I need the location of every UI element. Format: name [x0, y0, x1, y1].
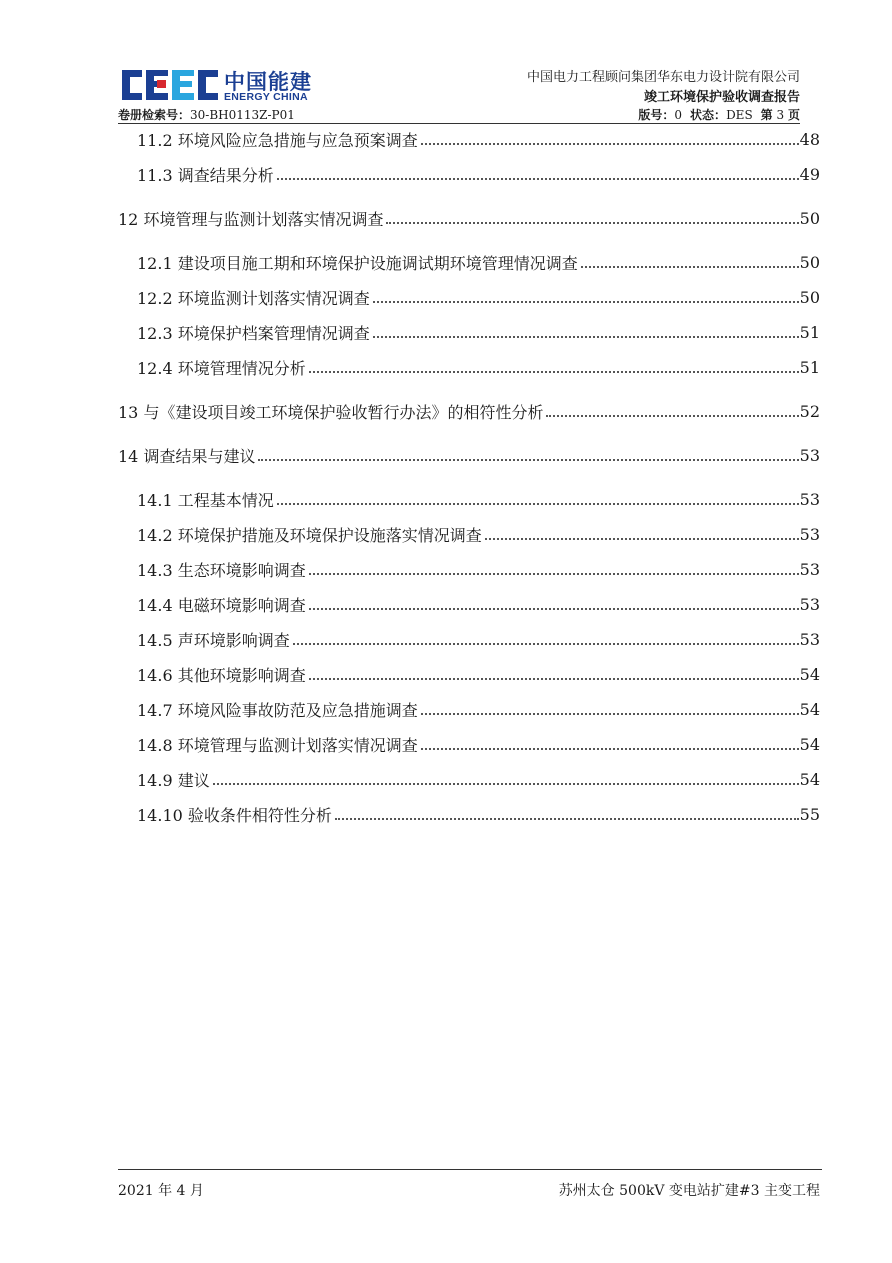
toc-dot-leader [293, 642, 799, 645]
page-prefix: 第 [760, 108, 773, 122]
footer-project-name: 苏州太仓 500kV 变电站扩建#3 主变工程 [558, 1183, 820, 1199]
toc-dot-leader [309, 370, 799, 373]
toc-entry-title: 12.3 环境保护档案管理情况调查 [137, 323, 370, 343]
toc-entry-title: 11.2 环境风险应急措施与应急预案调查 [137, 130, 418, 150]
toc-entry-title: 14.3 生态环境影响调查 [137, 560, 306, 580]
ceec-logo-mark [122, 70, 218, 100]
toc-entry-page: 53 [799, 489, 820, 509]
toc-entry-title: 14.1 工程基本情况 [137, 490, 274, 510]
ceec-logo [120, 66, 220, 104]
toc-entry-title: 13 与《建设项目竣工环境保护验收暂行办法》的相符性分析 [118, 402, 544, 422]
page-suffix: 页 [787, 108, 800, 122]
toc-entry-page: 53 [799, 559, 820, 579]
toc-entry-title: 14 调查结果与建议 [118, 446, 256, 466]
toc-entry[interactable] [118, 482, 820, 516]
toc-dot-leader [546, 414, 798, 417]
toc-dot-leader [421, 712, 799, 715]
version-value: 0 [674, 108, 683, 122]
toc-dot-leader [485, 537, 799, 540]
toc-entry[interactable] [118, 438, 820, 472]
company-name: 中国电力工程顾问集团华东电力设计院有限公司 [526, 70, 800, 85]
toc-dot-leader [277, 502, 799, 505]
toc-entry-title: 14.9 建议 [137, 770, 210, 790]
toc-entry[interactable] [118, 350, 820, 384]
toc-entry-page: 54 [799, 734, 820, 754]
toc-entry-title: 12 环境管理与监测计划落实情况调查 [118, 209, 384, 229]
version-status-page [638, 106, 800, 123]
toc-entry-title: 12.4 环境管理情况分析 [137, 358, 306, 378]
footer-divider [118, 1169, 822, 1170]
toc-entry-title: 12.2 环境监测计划落实情况调查 [137, 288, 370, 308]
toc-dot-leader [309, 572, 799, 575]
toc-dot-leader [421, 142, 799, 145]
toc-entry-title: 14.10 验收条件相符性分析 [137, 805, 332, 825]
toc-entry-page: 50 [799, 252, 820, 272]
archive-number [118, 106, 295, 123]
toc-entry-title: 14.6 其他环境影响调查 [137, 665, 306, 685]
toc-entry-title: 11.3 调查结果分析 [137, 165, 274, 185]
toc-entry-title: 14.7 环境风险事故防范及应急措施调查 [137, 700, 418, 720]
toc-entry-page: 53 [799, 594, 820, 614]
toc-entry-page: 51 [799, 322, 820, 342]
toc-entry[interactable] [118, 692, 820, 726]
archive-label: 卷册检索号： [118, 108, 191, 122]
toc-dot-leader [309, 677, 799, 680]
toc-entry[interactable] [118, 587, 820, 621]
toc-entry[interactable] [118, 157, 820, 191]
toc-entry[interactable] [118, 122, 820, 156]
toc-entry[interactable] [118, 657, 820, 691]
logo-chinese-name: 中国能建 [224, 70, 312, 94]
report-title: 竣工环境保护验收调查报告 [643, 90, 800, 105]
toc-entry-title: 14.2 环境保护措施及环境保护设施落实情况调查 [137, 525, 482, 545]
toc-entry-title: 14.5 声环境影响调查 [137, 630, 290, 650]
version-label: 版号： [638, 108, 675, 122]
toc-entry-page: 53 [799, 445, 820, 465]
toc-dot-leader [258, 458, 798, 461]
toc-dot-leader [386, 221, 798, 224]
toc-dot-leader [213, 782, 799, 785]
toc-dot-leader [373, 300, 799, 303]
toc-entry[interactable] [118, 797, 820, 831]
page-number: 3 [776, 108, 785, 122]
toc-entry[interactable] [118, 622, 820, 656]
toc-entry[interactable] [118, 552, 820, 586]
toc-dot-leader [277, 177, 799, 180]
toc-dot-leader [421, 747, 799, 750]
toc-entry-page: 51 [799, 357, 820, 377]
toc-dot-leader [581, 265, 799, 268]
toc-entry[interactable] [118, 280, 820, 314]
toc-entry[interactable] [118, 762, 820, 796]
toc-entry[interactable] [118, 727, 820, 761]
footer-date: 2021 年 4 月 [118, 1183, 204, 1199]
toc-entry-page: 50 [799, 287, 820, 307]
toc-entry-page: 55 [799, 804, 820, 824]
toc-entry[interactable] [118, 517, 820, 551]
toc-entry-title: 14.4 电磁环境影响调查 [137, 595, 306, 615]
status-label: 状态： [690, 108, 727, 122]
toc-dot-leader [373, 335, 799, 338]
logo-english-name: ENERGY CHINA [224, 91, 308, 103]
status-value: DES [726, 108, 753, 122]
toc-entry-page: 48 [799, 129, 820, 149]
toc-entry-title: 14.8 环境管理与监测计划落实情况调查 [137, 735, 418, 755]
toc-entry-page: 50 [799, 208, 820, 228]
toc-dot-leader [335, 817, 799, 820]
toc-entry-title: 12.1 建设项目施工期和环境保护设施调试期环境管理情况调查 [137, 253, 578, 273]
toc-entry-page: 53 [799, 629, 820, 649]
archive-value: 30-BH0113Z-P01 [190, 108, 295, 122]
toc-entry-page: 54 [799, 699, 820, 719]
toc-entry-page: 54 [799, 769, 820, 789]
toc-entry-page: 54 [799, 664, 820, 684]
toc-entry-page: 49 [799, 164, 820, 184]
toc-dot-leader [309, 607, 799, 610]
toc-entry-page: 52 [799, 401, 820, 421]
toc-entry[interactable] [118, 245, 820, 279]
toc-entry-page: 53 [799, 524, 820, 544]
toc-entry[interactable] [118, 315, 820, 349]
toc-entry[interactable] [118, 201, 820, 235]
toc-entry[interactable] [118, 394, 820, 428]
